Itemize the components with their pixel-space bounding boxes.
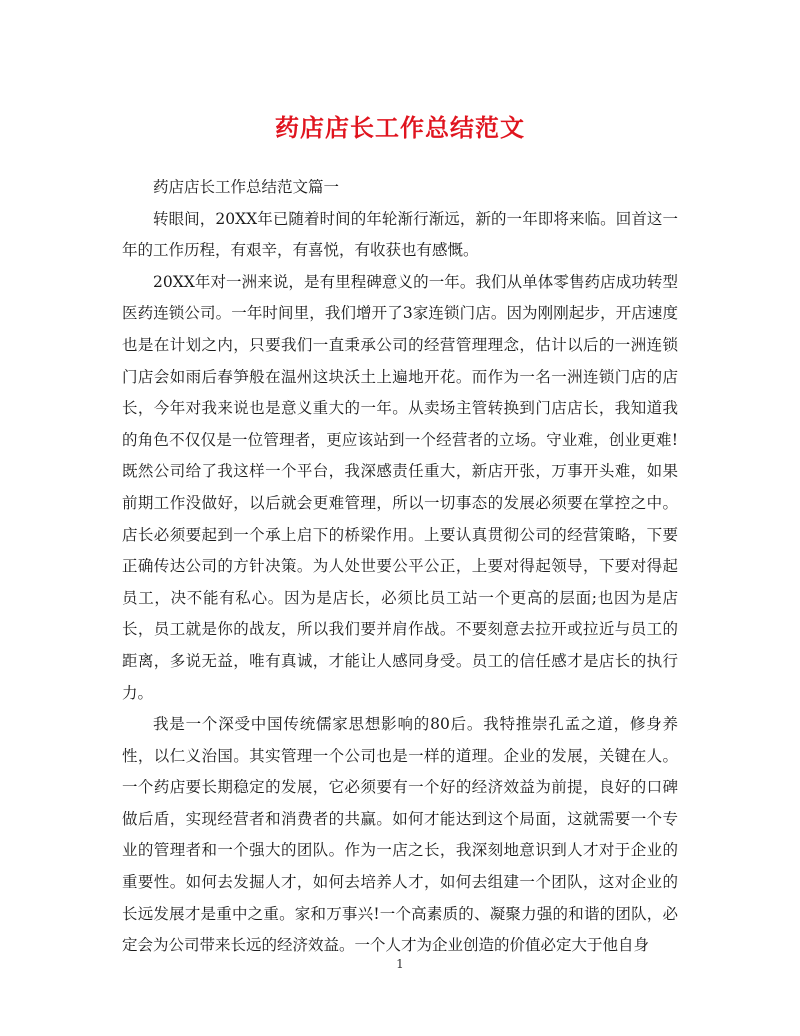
document-body <box>122 172 678 962</box>
paragraph-3: 我是一个深受中国传统儒家思想影响的80后。我特推崇孔孟之道，修身养性，以仁义治国。其实管理一个公司也是一样的道理。企业的发展，关键在人。一个药店要长期稳定的发展，它必须要有一个好的经济效益为前提，良好的口碑做后盾，实现经营者和消费者的共赢。如何才能达到这个局面，这就需要一个专业的管理者和一个强大的团队。作为一店之长，我深刻地意识到人才对于企业的重要性。如何去发掘人才，如何去培养人才，如何去组建一个团队，这对企业的长远发展才是重中之重。家和万事兴!一个高素质的、凝聚力强的和谐的团队，必定会为公司带来长远的经济效益。一个人才为企业创造的价值必定大于他自身 <box>122 715 678 955</box>
document-title: 药店店长工作总结范文 <box>275 113 525 142</box>
section-subtitle: 药店店长工作总结范文篇一 <box>153 178 340 196</box>
page-number: 1 <box>396 957 404 971</box>
paragraph-2: 20XX年对一洲来说，是有里程碑意义的一年。我们从单体零售药店成功转型医药连锁公司。一年时间里，我们增开了3家连锁门店。因为刚刚起步，开店速度也是在计划之内，只要我们一直秉承公司的经营管理理念，估计以后的一洲连锁门店会如雨后春笋般在温州这块沃土上遍地开花。而作为一名一洲连锁门店的店长，今年对我来说也是意义重大的一年。从卖场主管转换到门店店长，我知道我的角色不仅仅是一位管理者，更应该站到一个经营者的立场。守业难，创业更难!既然公司给了我这样一个平台，我深感责任重大，新店开张，万事开头难，如果前期工作没做好，以后就会更难管理，所以一切事态的发展必须要在掌控之中。店长必须要起到一个承上启下的桥梁作用。上要认真贯彻公司的经营策略，下要正确传达公司的方针决策。为人处世要公平公正，上要对得起领导，下要对得起员工，决不能有私心。因为是店长，必须比员工站一个更高的层面;也因为是店长，员工就是你的战友，所以我们要并肩作战。不要刻意去拉开或拉近与员工的距离，多说无益，唯有真诚，才能让人感同身受。员工的信任感才是店长的执行力。 <box>122 272 678 702</box>
paragraph-1: 转眼间，20XX年已随着时间的年轮渐行渐远，新的一年即将来临。回首这一年的工作历程，有艰辛，有喜悦，有收获也有感慨。 <box>122 209 678 260</box>
